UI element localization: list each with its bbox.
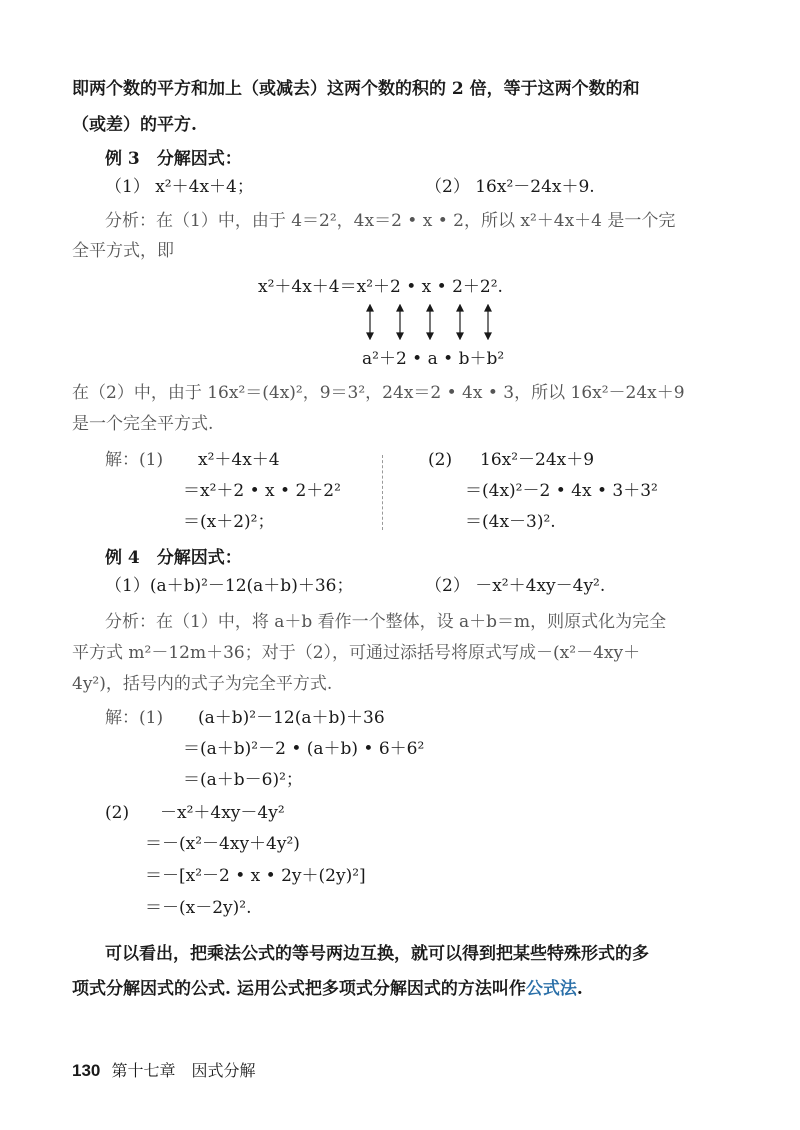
example-4-analysis-1: 分析：在（1）中，将 a＋b 看作一个整体，设 a＋b＝m，则原式化为完全 <box>105 612 667 632</box>
example-3-solution-1-line-1: x²＋4x＋4 <box>198 450 280 470</box>
example-4-solution-2-label: (2) <box>105 803 130 823</box>
double-arrow-icon <box>367 305 373 339</box>
example-4-problem-1: （1）(a＋b)²－12(a＋b)＋36； <box>105 576 354 596</box>
page-number: 130 <box>72 1061 101 1080</box>
example-4-problem-2: （2） －x²＋4xy－4y². <box>425 576 606 596</box>
formula-pattern: a²＋2 • a • b＋b² <box>362 349 505 369</box>
example-4-solution-1-line-1: (a＋b)²－12(a＋b)＋36 <box>198 708 385 728</box>
example-3-analysis-1: 分析：在（1）中，由于 4＝2²，4x＝2 • x • 2，所以 x²＋4x＋4 是一个完 <box>105 211 676 231</box>
intro-line-2: （或差）的平方. <box>72 115 197 135</box>
conclusion-text: 项式分解因式的公式. 运用公式把多项式分解因式的方法叫作 <box>72 979 526 999</box>
solution-divider <box>382 455 383 530</box>
double-arrow-icon <box>397 305 403 339</box>
example-3-solution-1-line-3: ＝(x＋2)²； <box>183 512 275 532</box>
example-4-solution-2-line-3: ＝－[x²－2 • x • 2y＋(2y)²] <box>145 866 366 886</box>
example-3-analysis-4: 是一个完全平方式. <box>72 414 214 434</box>
conclusion-line-2 <box>72 977 583 1001</box>
key-term-formula-method: 公式法 <box>525 979 577 999</box>
example-4-solution-1-line-2: ＝(a＋b)²－2 • (a＋b) • 6＋6² <box>183 739 425 759</box>
correspondence-arrows <box>360 304 500 340</box>
example-3-solution-2-label: (2) <box>428 450 453 470</box>
conclusion-line-1: 可以看出，把乘法公式的等号两边互换，就可以得到把某些特殊形式的多 <box>105 944 649 964</box>
example-4-solution-2-line-1: －x²＋4xy－4y² <box>160 803 285 823</box>
example-4-solution-2-line-2: ＝－(x²－4xy＋4y²) <box>145 834 300 854</box>
example-4-solution-1-line-3: ＝(a＋b－6)²； <box>183 770 303 790</box>
example-4-title: 例 4 分解因式： <box>105 548 242 568</box>
example-3-solution-2-line-1: 16x²－24x＋9 <box>480 450 595 470</box>
formula-expanded: x²＋4x＋4＝x²＋2 • x • 2＋2². <box>258 277 503 297</box>
example-3-analysis-2: 全平方式，即 <box>72 241 174 261</box>
example-3-problem-1: （1） x²＋4x＋4； <box>105 177 254 197</box>
example-3-analysis-3: 在（2）中，由于 16x²＝(4x)²，9＝3²，24x＝2 • 4x • 3，所以 16x²－24x＋9 <box>72 383 685 403</box>
chapter-title: 第十七章 因式分解 <box>111 1061 256 1080</box>
example-3-solution-1-line-2: ＝x²＋2 • x • 2＋2² <box>183 481 341 501</box>
double-arrow-icon <box>485 305 491 339</box>
example-3-problem-2: （2） 16x²－24x＋9. <box>425 177 595 197</box>
example-4-analysis-3: 4y²)，括号内的式子为完全平方式. <box>72 674 333 694</box>
example-3-solution-2-line-2: ＝(4x)²－2 • 4x • 3＋3² <box>465 481 658 501</box>
example-3-solution-2-line-3: ＝(4x－3)². <box>465 512 556 532</box>
example-4-solution-label: 解：(1) <box>105 708 164 728</box>
conclusion-period: . <box>576 979 583 999</box>
example-4-analysis-2: 平方式 m²－12m＋36；对于（2），可通过添括号将原式写成－(x²－4xy＋ <box>72 643 641 663</box>
example-3-title: 例 3 分解因式： <box>105 149 242 169</box>
example-3-solution-label: 解：(1) <box>105 450 164 470</box>
example-4-solution-2-line-4: ＝－(x－2y)². <box>145 898 252 918</box>
double-arrow-icon <box>457 305 463 339</box>
intro-line-1: 即两个数的平方和加上（或减去）这两个数的积的 2 倍，等于这两个数的和 <box>72 79 640 99</box>
double-arrow-icon <box>427 305 433 339</box>
page-footer <box>72 1058 255 1081</box>
